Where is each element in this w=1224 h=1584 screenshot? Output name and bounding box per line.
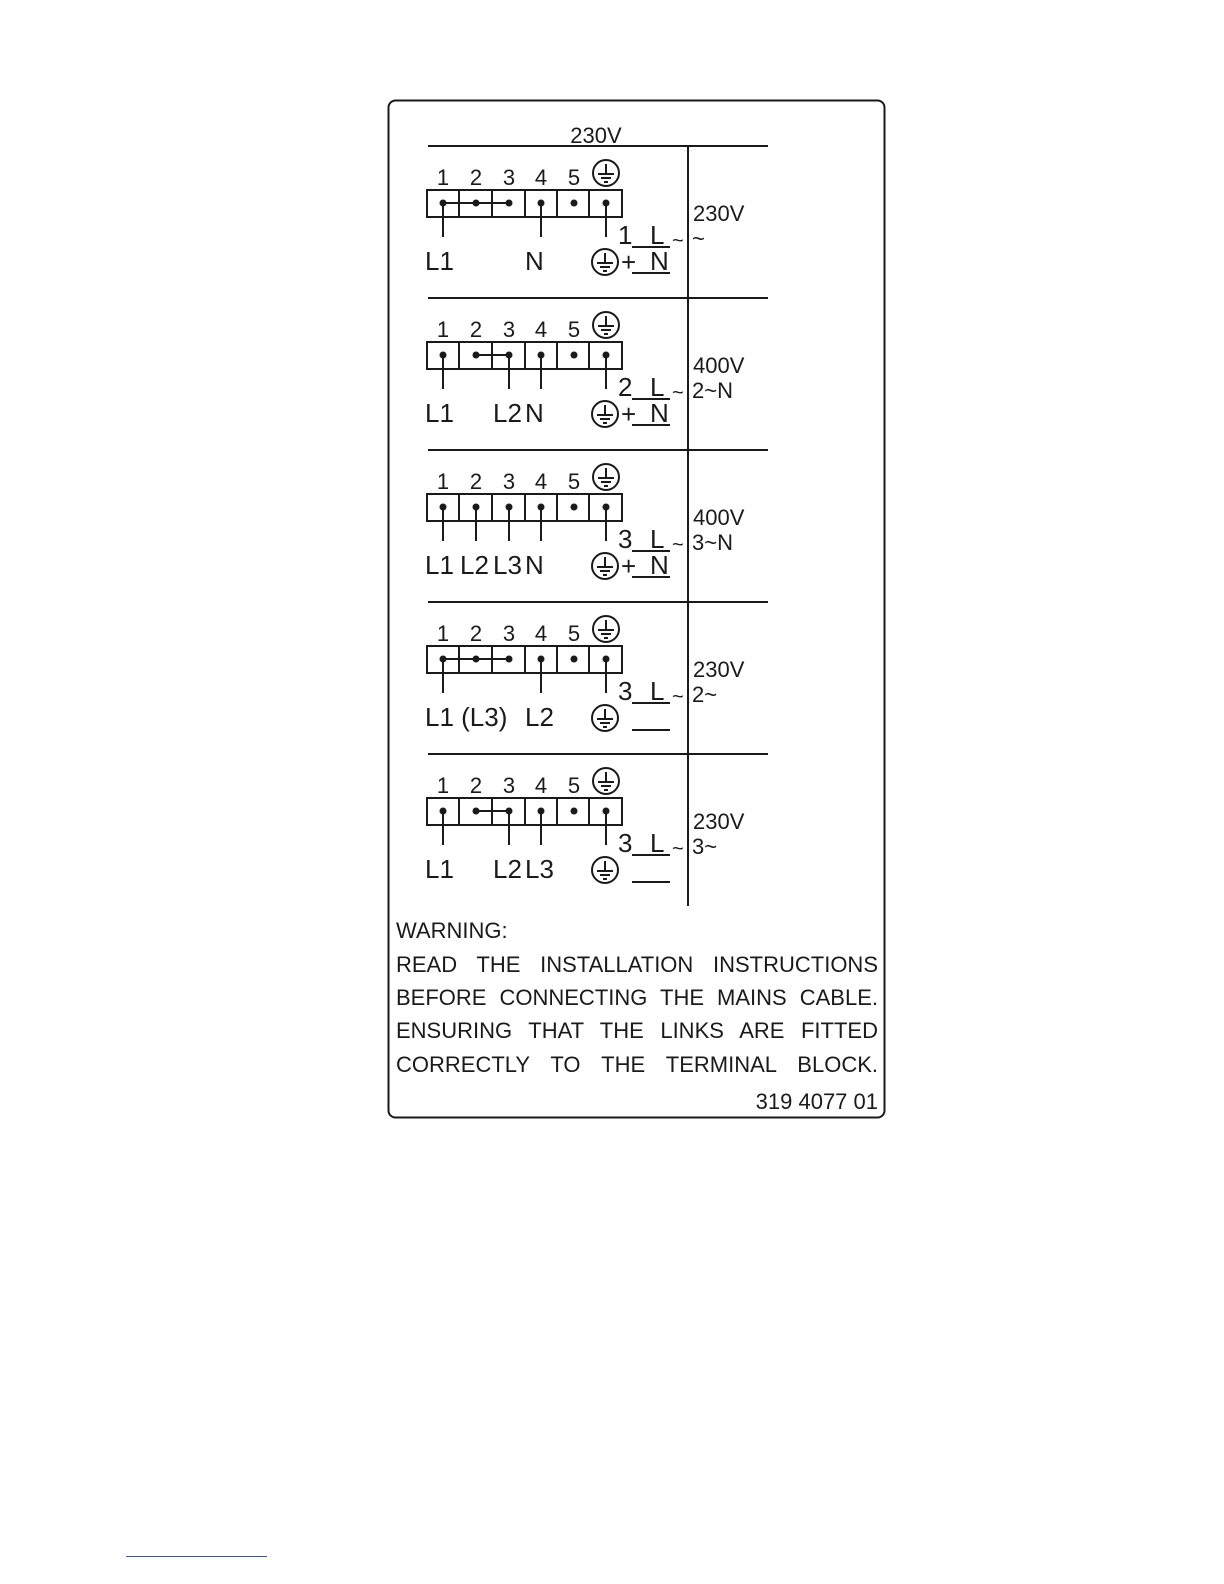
supply-voltage: 400V (693, 353, 745, 378)
conductor-label: L2 (460, 550, 489, 580)
warning-title: WARNING: (396, 918, 508, 943)
warning-line: CORRECTLY TO THE TERMINAL BLOCK. (396, 1052, 878, 1077)
supply-spec: 2~ (692, 682, 718, 707)
tilde-symbol: ~ (672, 838, 684, 860)
terminal-number: 1 (436, 165, 450, 190)
conductor-label: L1 (425, 246, 454, 276)
terminal-number: 4 (534, 165, 548, 190)
terminal-number: 1 (436, 621, 450, 646)
part-number: 319 4077 01 (755, 1089, 878, 1114)
terminal-number: 3 (502, 317, 516, 342)
phase-count: 1 (618, 220, 633, 250)
plus-symbol: + (621, 551, 637, 581)
supply-spec: 3~ (692, 834, 718, 859)
conductor-label: L1 (425, 550, 454, 580)
conductor-label: L3 (493, 550, 522, 580)
conductor-label: L1 (425, 398, 454, 428)
terminal-number: 5 (567, 469, 581, 494)
conductor-label: L1 (L3) (425, 702, 508, 732)
line-symbol: L (650, 372, 665, 402)
terminal-dot (571, 504, 578, 511)
terminal-number: 1 (436, 469, 450, 494)
plus-symbol: + (621, 399, 637, 429)
tilde-symbol: ~ (672, 686, 684, 708)
supply-spec: ~ (692, 226, 705, 251)
terminal-number: 3 (502, 165, 516, 190)
terminal-number: 5 (567, 317, 581, 342)
line-symbol: L (650, 220, 665, 250)
conductor-label: N (525, 550, 544, 580)
supply-voltage: 400V (693, 505, 745, 530)
plus-symbol: + (621, 247, 637, 277)
terminal-number: 4 (534, 621, 548, 646)
terminal-number: 4 (534, 773, 548, 798)
footer-rule (126, 1556, 267, 1557)
warning-line: READ THE INSTALLATION INSTRUCTIONS (396, 952, 878, 977)
terminal-number: 2 (469, 621, 483, 646)
line-symbol: L (650, 524, 665, 554)
supply-spec: 2~N (692, 378, 733, 403)
supply-voltage: 230V (693, 657, 745, 682)
line-symbol: L (650, 828, 665, 858)
phase-count: 3 (618, 676, 633, 706)
conductor-label: L2 (525, 702, 554, 732)
phase-count: 3 (618, 828, 633, 858)
supply-spec: 3~N (692, 530, 733, 555)
terminal-number: 2 (469, 469, 483, 494)
terminal-dot (571, 352, 578, 359)
line-symbol: L (650, 676, 665, 706)
conductor-label: L2 (493, 398, 522, 428)
terminal-number: 1 (436, 317, 450, 342)
neutral-symbol: N (650, 398, 669, 428)
terminal-number: 5 (567, 773, 581, 798)
tilde-symbol: ~ (672, 382, 684, 404)
terminal-number: 2 (469, 773, 483, 798)
conductor-label: N (525, 398, 544, 428)
terminal-dot (571, 808, 578, 815)
terminal-number: 5 (567, 165, 581, 190)
supply-voltage: 230V (693, 809, 745, 834)
terminal-dot (571, 656, 578, 663)
terminal-number: 4 (534, 317, 548, 342)
tilde-symbol: ~ (672, 230, 684, 252)
terminal-number: 2 (469, 165, 483, 190)
neutral-symbol: N (650, 550, 669, 580)
supply-voltage: 230V (693, 201, 745, 226)
tilde-symbol: ~ (672, 534, 684, 556)
terminal-number: 3 (502, 773, 516, 798)
phase-count: 3 (618, 524, 633, 554)
conductor-label: L2 (493, 854, 522, 884)
conductor-label: L3 (525, 854, 554, 884)
terminal-number: 5 (567, 621, 581, 646)
conductor-label: N (525, 246, 544, 276)
terminal-number: 2 (469, 317, 483, 342)
header-voltage: 230V (570, 123, 622, 148)
conductor-label: L1 (425, 854, 454, 884)
terminal-number: 3 (502, 621, 516, 646)
terminal-dot (571, 200, 578, 207)
warning-line: BEFORE CONNECTING THE MAINS CABLE. (396, 985, 878, 1010)
terminal-number: 3 (502, 469, 516, 494)
warning-line: ENSURING THAT THE LINKS ARE FITTED (396, 1018, 878, 1043)
neutral-symbol: N (650, 246, 669, 276)
phase-count: 2 (618, 372, 633, 402)
terminal-number: 1 (436, 773, 450, 798)
terminal-number: 4 (534, 469, 548, 494)
